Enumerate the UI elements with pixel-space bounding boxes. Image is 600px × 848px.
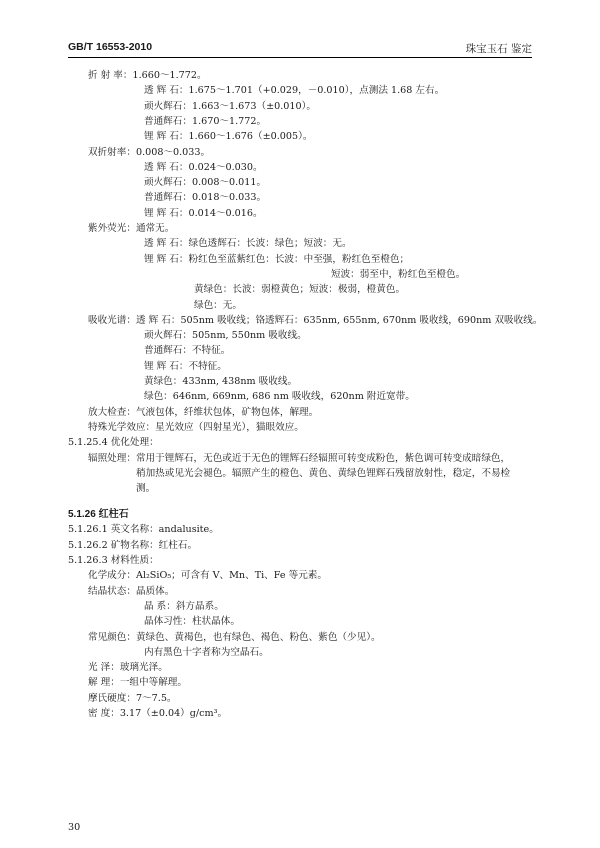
- text-line: 紫外荧光：通常无。: [88, 223, 175, 234]
- text-line: 绿色：646nm, 669nm, 686 nm 吸收线，620nm 附近宽带。: [144, 391, 415, 403]
- page-number: 30: [68, 822, 81, 833]
- text-line: 化学成分：Al₂SiO₅；可含有 V、Mn、Ti、Fe 等元素。: [88, 570, 327, 582]
- text-line: 绿色：无。: [194, 299, 242, 311]
- text-line: 稍加热或见光会褪色。辐照产生的橙色、黄色、黄绿色锂辉石残留放射性，稳定，不易检: [136, 467, 511, 479]
- text-line: 顽火辉石：505nm, 550nm 吸收线。: [144, 330, 307, 342]
- text-line: 透 辉 石：0.024～0.030。: [144, 161, 263, 173]
- clause-heading: 5.1.25.4 优化处理：: [68, 437, 159, 449]
- text-line: 测。: [136, 483, 156, 495]
- text-line: 辐照处理：常用于锂辉石，无色或近于无色的锂辉石经辐照可转变成粉色，紫色调可转变成暗绿色，: [88, 452, 511, 464]
- text-line: 普通辉石：不特征。: [144, 345, 231, 357]
- text-line: 透 辉 石：绿色透辉石：长波：绿色；短波：无。: [144, 238, 352, 250]
- text-line: 内有黑色十字者称为空晶石。: [144, 646, 269, 658]
- text-line: 折 射 率：1.660～1.772。: [88, 70, 207, 81]
- text-line: 短波：弱至中，粉红色至橙色。: [331, 268, 466, 280]
- text-line: 放大检查：气液包体，纤维状包体，矿物包体，解理。: [88, 406, 319, 418]
- text-line: 黄绿色：433nm, 438nm 吸收线。: [144, 376, 298, 387]
- text-line: 晶 系：斜方晶系。: [144, 600, 224, 612]
- text-line: 双折射率：0.008～0.033。: [88, 146, 211, 158]
- text-line: 锂 辉 石：不特征。: [144, 360, 227, 372]
- text-line: 锂 辉 石：0.014～0.016。: [144, 207, 263, 219]
- text-line: 透 辉 石：1.675～1.701（+0.029，－0.010），点测法 1.68 左右。: [144, 85, 445, 97]
- text-line: 解 理：一组中等解理。: [88, 677, 187, 689]
- text-line: 普通辉石：1.670～1.772。: [144, 115, 267, 127]
- text-line: 光 泽：玻璃光泽。: [88, 662, 168, 674]
- text-line: 锂 辉 石：1.660～1.676（±0.005）。: [144, 131, 313, 143]
- text-line: 锂 辉 石：粉红色至蓝紫红色：长波：中至强，粉红色至橙色；: [144, 253, 410, 265]
- text-line: 常见颜色：黄绿色、黄褐色，也有绿色、褐色、粉色、紫色（少见）。: [88, 631, 381, 643]
- text-line: 黄绿色：长波：弱橙黄色；短波：极弱，橙黄色。: [194, 284, 406, 296]
- text-line: 特殊光学效应：星光效应（四射星光），猫眼效应。: [88, 421, 304, 433]
- clause-heading: 5.1.26.3 材料性质：: [68, 555, 159, 566]
- clause-heading: 5.1.26.2 矿物名称：红柱石。: [68, 539, 198, 551]
- text-line: 结晶状态：晶质体。: [88, 585, 175, 597]
- text-line: 普通辉石：0.018～0.033。: [144, 192, 267, 204]
- header-title: 珠宝玉石 鉴定: [465, 43, 532, 55]
- standard-number: GB/T 16553-2010: [68, 41, 153, 53]
- text-line: 晶体习性：柱状晶体。: [144, 616, 240, 628]
- text-line: 顽火辉石：0.008～0.011。: [144, 177, 267, 189]
- header-rule: [68, 57, 532, 58]
- text-line: 顽火辉石：1.663～1.673（±0.010）。: [144, 100, 316, 112]
- section-heading: 5.1.26 红柱石: [68, 509, 129, 521]
- text-line: 吸收光谱：透 辉 石：505nm 吸收线；铬透辉石：635nm, 655nm, 670nm 吸收线，690nm 双吸收线。: [88, 314, 543, 326]
- clause-heading: 5.1.26.1 英文名称：andalusite。: [68, 524, 219, 536]
- text-line: 摩氏硬度：7～7.5。: [88, 692, 177, 704]
- text-line: 密 度：3.17（±0.04）g/cm³。: [88, 708, 228, 719]
